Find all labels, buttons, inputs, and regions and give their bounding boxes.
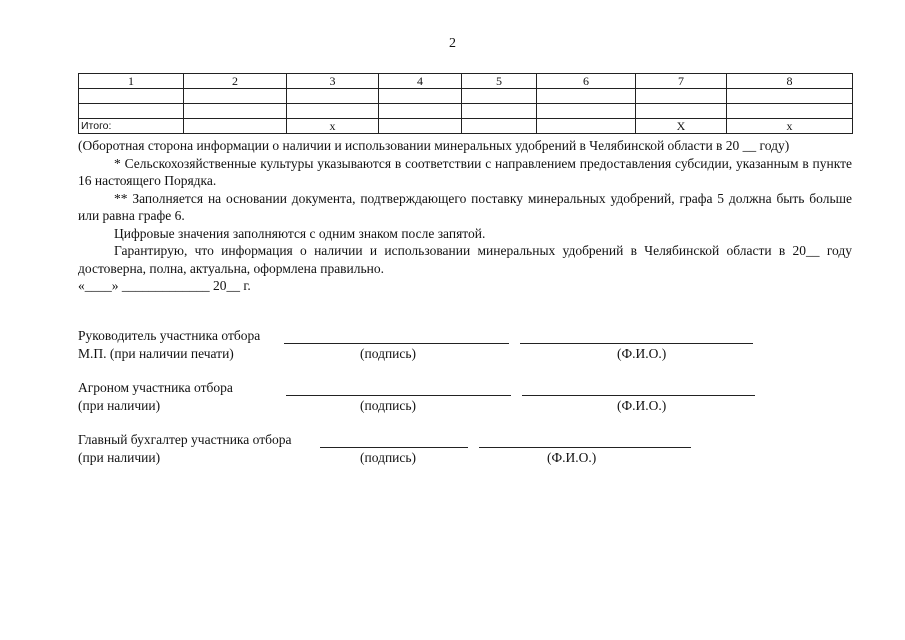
total-label: Итого: [79, 119, 184, 134]
page-number: 2 [449, 36, 456, 51]
stamp-label: М.П. (при наличии печати) [78, 346, 234, 361]
table-cell: x [287, 119, 379, 134]
table-cell [287, 89, 379, 104]
fertilizer-table [78, 73, 853, 134]
table-cell [537, 89, 636, 104]
table-cell [379, 89, 462, 104]
name-caption: (Ф.И.О.) [547, 450, 597, 465]
name-caption: (Ф.И.О.) [617, 346, 667, 361]
table-cell [462, 89, 537, 104]
signature-caption: (подпись) [360, 450, 417, 465]
name-line [522, 395, 755, 396]
table-cell [537, 104, 636, 119]
table-header-cell: 2 [184, 74, 287, 89]
digits-note: Цифровые значения заполняются с одним знаком после запятой. [114, 225, 486, 241]
table-cell [636, 89, 727, 104]
table-total-row [79, 119, 853, 134]
signature-caption: (подпись) [360, 346, 417, 361]
table-header-row [79, 74, 853, 89]
table-cell [184, 104, 287, 119]
table-cell [636, 104, 727, 119]
table-cell [379, 119, 462, 134]
table-cell [184, 89, 287, 104]
table-cell [184, 119, 287, 134]
table-cell [462, 104, 537, 119]
name-line [479, 447, 691, 448]
table-header-cell: 5 [462, 74, 537, 89]
table-header-cell: 7 [636, 74, 727, 89]
table-header-cell: 1 [79, 74, 184, 89]
date-line: «____» _____________ 20__ г. [78, 278, 251, 293]
table-cell [727, 89, 853, 104]
accountant-label: Главный бухгалтер участника отбора [78, 432, 292, 447]
table-header-cell: 8 [727, 74, 853, 89]
table-cell [537, 119, 636, 134]
guarantee-statement: Гарантирую, что информация о наличии и использовании минеральных удобрений в Челябинской области в 20__ году достоверна, полна, актуальна, оформлена правильно. [78, 243, 852, 276]
table-row [79, 104, 853, 119]
name-caption: (Ф.И.О.) [617, 398, 667, 413]
signature-caption: (подпись) [360, 398, 417, 413]
table-cell [79, 104, 184, 119]
notes-block [78, 137, 852, 295]
reverse-side-note: (Оборотная сторона информации о наличии и использовании минеральных удобрений в Челябинской области в 20 __ году) [78, 138, 790, 153]
table-header-cell: 6 [537, 74, 636, 89]
agronomist-sub: (при наличии) [78, 398, 161, 413]
table-cell [462, 119, 537, 134]
signature-line [286, 395, 511, 396]
table-cell [79, 89, 184, 104]
footnote-1: * Сельскохозяйственные культуры указываются в соответствии с направлением предоставления субсидии, указанным в пункте 16 настоящего Порядка. [78, 155, 852, 188]
table-cell [287, 104, 379, 119]
table-row [79, 89, 853, 104]
signature-line [320, 447, 468, 448]
footnote-2: ** Заполняется на основании документа, подтверждающего поставку минеральных удобрений, графа 5 должна быть больше или равна графе 6. [78, 190, 852, 223]
agronomist-label: Агроном участника отбора [78, 380, 233, 395]
accountant-sub: (при наличии) [78, 450, 161, 465]
name-line [520, 343, 753, 344]
head-label: Руководитель участника отбора [78, 328, 261, 343]
table-cell [379, 104, 462, 119]
table-cell: x [727, 119, 853, 134]
table-header-cell: 4 [379, 74, 462, 89]
signature-line [284, 343, 509, 344]
table-cell [727, 104, 853, 119]
table-cell: X [636, 119, 727, 134]
table-header-cell: 3 [287, 74, 379, 89]
